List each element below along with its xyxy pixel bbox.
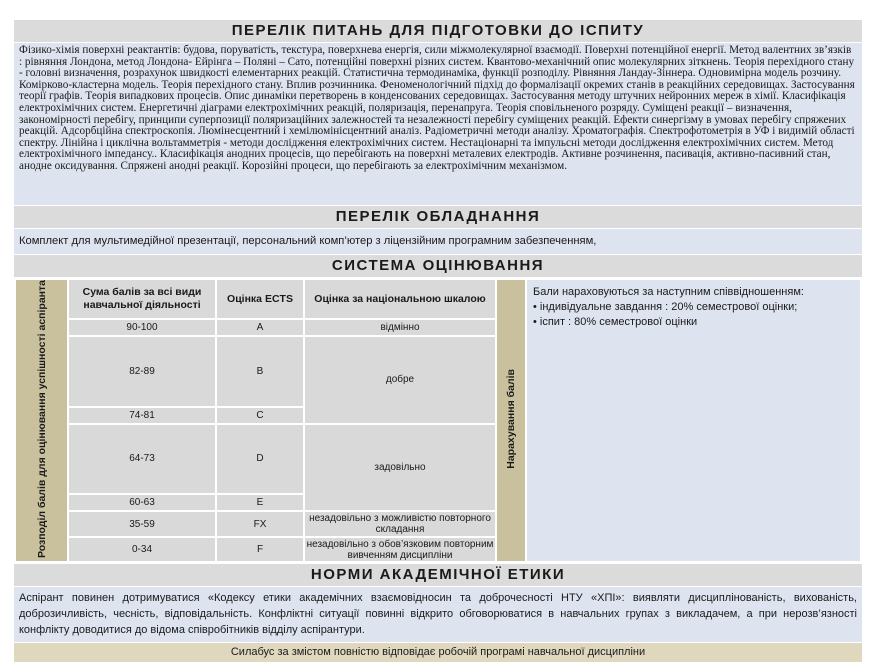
equipment-text: Комплект для мультимедійної презентації, персональний комп’ютер з ліцензійним програмним забезпеченням, <box>14 229 862 254</box>
footer-note: Силабус за змістом повністю відповідає робочій програмі навчальної дисципліни <box>14 643 862 662</box>
grade-distribution-label: Розподіл балів для оцінювання успішності аспіранта <box>15 279 68 562</box>
grade-points: 90-100 <box>68 319 216 336</box>
col-ects-header: Оцінка ECTS <box>216 279 304 319</box>
grade-national: добре <box>304 336 496 424</box>
accrual-intro: Бали нараховуються за наступним співвідношенням: <box>533 286 804 298</box>
grade-points: 0-34 <box>68 537 216 562</box>
grade-ects: E <box>216 494 304 511</box>
grade-points: 64-73 <box>68 424 216 495</box>
grade-ects: D <box>216 424 304 495</box>
grading-heading: СИСТЕМА ОЦІНЮВАННЯ <box>14 255 862 277</box>
grade-ects: C <box>216 407 304 424</box>
grading-table <box>14 278 862 563</box>
ethics-text: Аспірант повинен дотримуватися «Кодексу етики академічних взаємовідносин та доброчесності НТУ «ХПІ»: виявляти дисциплінованість, вихованість, доброзичливість, чесність, відповідальність. Конфліктні ситуації повинні відкрито обговорюватися в навчальних групах з викладачем, а при нерозв’язності конфлікту доводитися до відома співробітників відділу аспірантури. <box>14 587 862 642</box>
grade-ects: FX <box>216 511 304 537</box>
grade-national: відмінно <box>304 319 496 336</box>
accrual-item: • індивідуальне завдання : 20% семестрової оцінки; <box>533 301 798 313</box>
grade-points: 74-81 <box>68 407 216 424</box>
grade-ects: F <box>216 537 304 562</box>
grade-national: незадовільно з обов’язковим повторним вивченням дисципліни <box>304 537 496 562</box>
col-points-header: Сума балів за всі види навчальної діяльності <box>68 279 216 319</box>
topics-text: Фізико-хімія поверхні реактантів: будова, поруватість, текстура, поверхнева енергія, сили міжмолекулярної взаємодії. Поверхні потенційної енергії. Метод валентних зв’язків : рівняння Лондона, метод Лондона- Ейрінга – Поляні – Сато, потенційні поверхні різних систем. Квантово-механічний опис молекулярних зіткнень. Теорія перехідного стану - головні визначення, розрахунок швидкості елементарних реакцій. Статистична термодинаміка, функції розподілу. Рівняння Ландау-Зіннера. Одновимірна модель розчину. Комірково-кластерна модель. Теорія перехідного стану. Вплив розчинника. Феноменологічний підхід до формалізації окремих станів в реакційних середовищах. Застосування теорії графів. Теорія випадкових процесів. Опис динаміки перетворень в конденсованих середовищах. Застосування методу штучних нейронних мереж в хімії. Класифікація електрохімічних систем. Енергетичні діаграми електрохімічних реакцій, поляризація, перенапруга. Теорія сповільненого розряду. Суміщені реакції – визначення, закономірності перебігу, принципи суперпозиції поляризаційних залежностей та незалежності перебігу суміщених реакцій. Ефекти синергізму в умовах перебігу спряжених реакцій. Адсорбційна спектроскопія. Люмінесцентний і хемілюмінісцентний аналіз. Радіометричні методи аналізу. Хроматографія. Спектрофотометрія в УФ і видимій області спектру. Лінійна і циклічна вольтамметрія - методи дослідження електрохімічних систем. Нестаціонарні та імпульсні методи дослідження електрохімічних систем. Метод електрохімічного імпедансу.. Класифікація анодних процесів, що перебігають на поверхні металевих електродів. Активне розчинення, пасивація, активно-пасивний стан, анодне оксидування. Спряжені анодні реакції. Корозійні процеси, що перебігають за електрохімічним механізмом. <box>14 43 862 205</box>
topics-heading: ПЕРЕЛІК ПИТАНЬ ДЛЯ ПІДГОТОВКИ ДО ІСПИТУ <box>14 20 862 42</box>
equipment-heading: ПЕРЕЛІК ОБЛАДНАННЯ <box>14 206 862 228</box>
ethics-heading: НОРМИ АКАДЕМІЧНОЇ ЕТИКИ <box>14 564 862 586</box>
grade-ects: A <box>216 319 304 336</box>
syllabus-page <box>14 20 862 662</box>
grade-points: 60-63 <box>68 494 216 511</box>
col-national-header: Оцінка за національною шкалою <box>304 279 496 319</box>
accrual-description <box>526 279 861 562</box>
grade-ects: B <box>216 336 304 407</box>
grade-national: незадовільно з можливістю повторного складання <box>304 511 496 537</box>
accrual-item: • іспит : 80% семестрової оцінки <box>533 316 698 328</box>
grade-points: 82-89 <box>68 336 216 407</box>
grade-points: 35-59 <box>68 511 216 537</box>
grade-national: задовільно <box>304 424 496 512</box>
accrual-label: Нарахування балів <box>496 279 526 562</box>
